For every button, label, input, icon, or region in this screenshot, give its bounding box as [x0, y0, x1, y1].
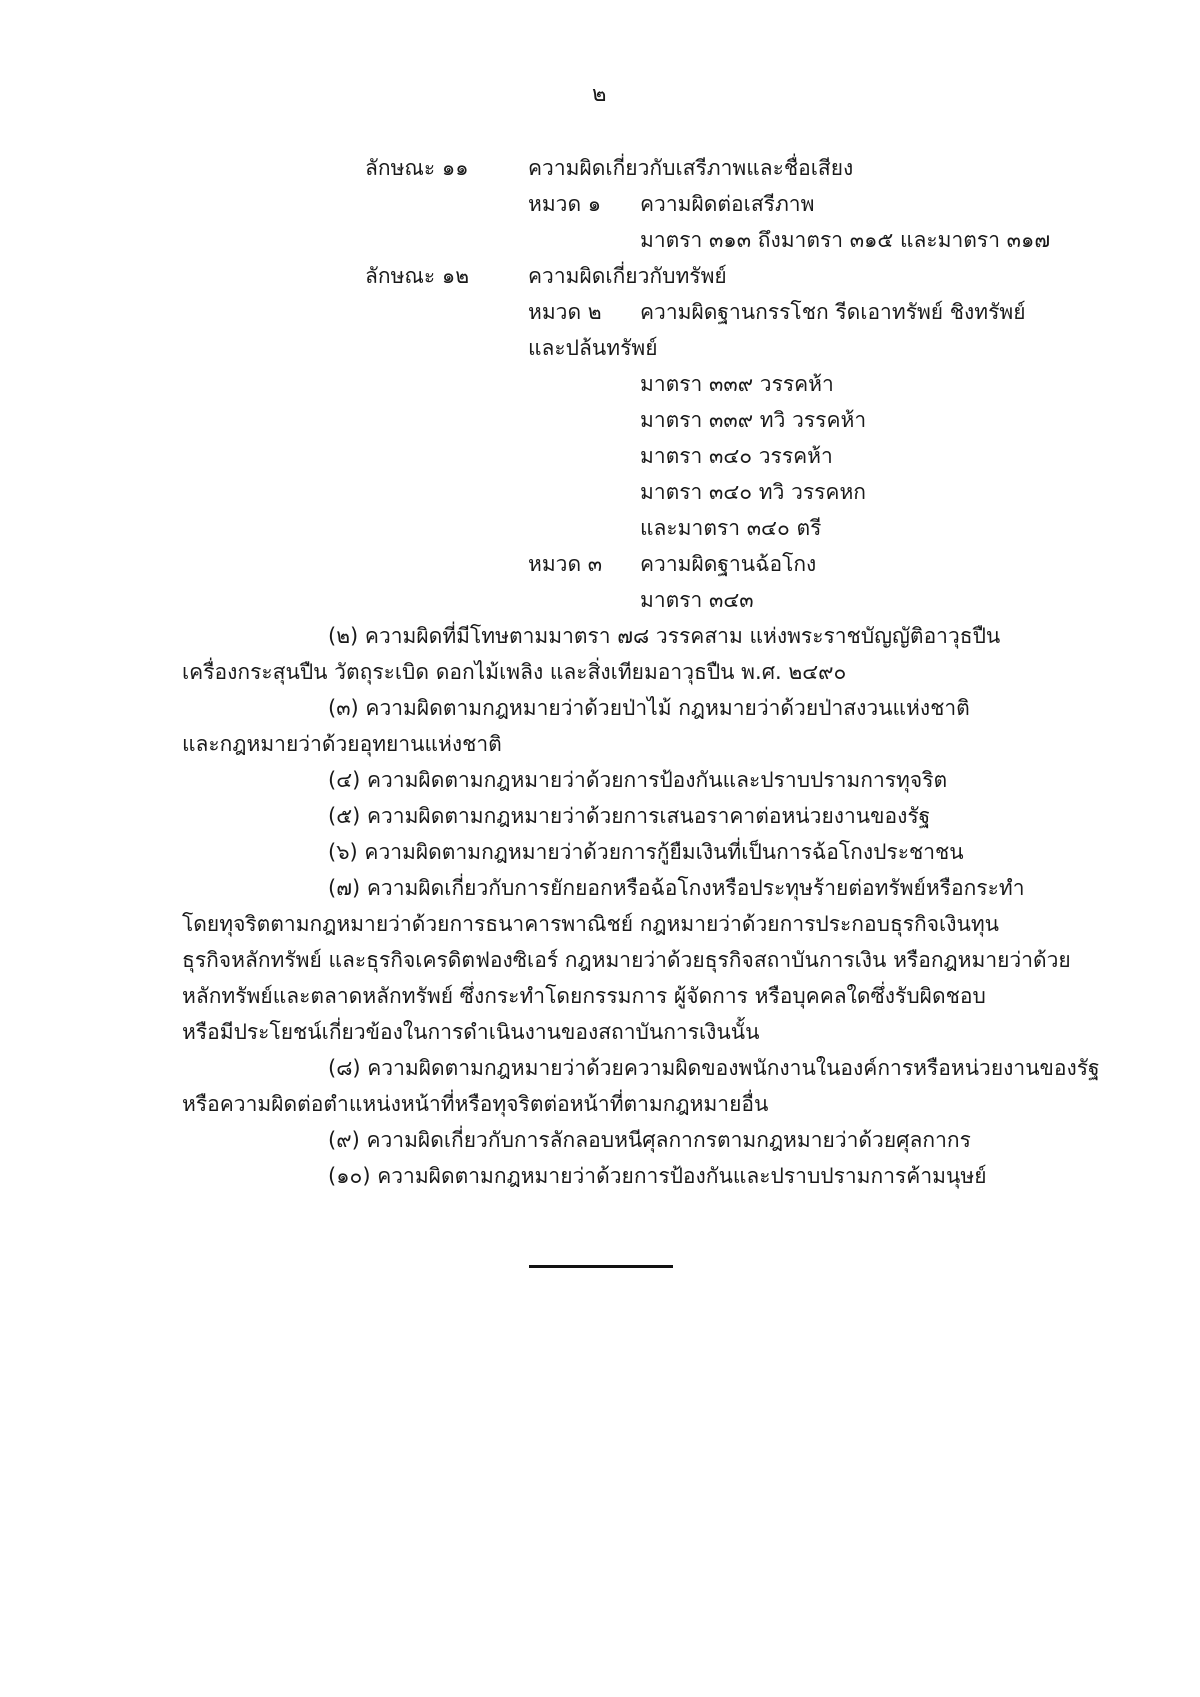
chapter-3-title: ความผิดฐานฉ้อโกง [640, 552, 817, 576]
paragraph-line: (๗) ความผิดเกี่ยวกับการยักยอกหรือฉ้อโกงหรือประทุษร้ายต่อทรัพย์หรือกระทำ [328, 876, 1025, 900]
chapter-1-section: มาตรา ๓๑๓ ถึงมาตรา ๓๑๕ และมาตรา ๓๑๗ [640, 228, 1051, 252]
chapter-1-title: ความผิดต่อเสรีภาพ [640, 192, 815, 216]
paragraph-line: ธุรกิจหลักทรัพย์ และธุรกิจเครดิตฟองซิเอร์ กฎหมายว่าด้วยธุรกิจสถาบันการเงิน หรือกฎหมายว่าด้วย [182, 948, 1071, 972]
paragraph-line: เครื่องกระสุนปืน วัตถุระเบิด ดอกไม้เพลิง และสิ่งเทียมอาวุธปืน พ.ศ. ๒๔๙๐ [182, 660, 847, 684]
paragraph-line: (๔) ความผิดตามกฎหมายว่าด้วยการป้องกันและปราบปรามการทุจริต [328, 768, 948, 792]
page-number: ๒ [592, 82, 607, 107]
chapter-2-title: ความผิดฐานกรรโชก รีดเอาทรัพย์ ชิงทรัพย์ [640, 300, 1026, 324]
paragraph-line: (๒) ความผิดที่มีโทษตามมาตรา ๗๘ วรรคสาม แห่งพระราชบัญญัติอาวุธปืน [328, 624, 1001, 648]
chapter-3-label: หมวด ๓ [528, 552, 603, 576]
chapter-3-section: มาตรา ๓๔๓ [640, 588, 754, 612]
paragraph-line: โดยทุจริตตามกฎหมายว่าด้วยการธนาคารพาณิชย์ กฎหมายว่าด้วยการประกอบธุรกิจเงินทุน [182, 912, 1000, 936]
paragraph-line: (๘) ความผิดตามกฎหมายว่าด้วยความผิดของพนักงานในองค์การหรือหน่วยงานของรัฐ [328, 1056, 1100, 1080]
chapter-2-title-continued: และปล้นทรัพย์ [528, 336, 658, 360]
chapter-2-section: มาตรา ๓๔๐ วรรคห้า [640, 444, 833, 468]
category-11-title: ความผิดเกี่ยวกับเสรีภาพและชื่อเสียง [528, 156, 854, 180]
paragraph-line: (๑๐) ความผิดตามกฎหมายว่าด้วยการป้องกันและปราบปรามการค้ามนุษย์ [328, 1164, 987, 1188]
paragraph-line: (๖) ความผิดตามกฎหมายว่าด้วยการกู้ยืมเงินที่เป็นการฉ้อโกงประชาชน [328, 840, 964, 864]
paragraph-line: และกฎหมายว่าด้วยอุทยานแห่งชาติ [182, 732, 502, 756]
chapter-2-section: มาตรา ๓๔๐ ทวิ วรรคหก [640, 480, 867, 504]
end-of-document-rule [529, 1265, 673, 1268]
paragraph-line: (๕) ความผิดตามกฎหมายว่าด้วยการเสนอราคาต่อหน่วยงานของรัฐ [328, 804, 931, 828]
chapter-2-section: มาตรา ๓๓๙ วรรคห้า [640, 372, 834, 396]
chapter-2-label: หมวด ๒ [528, 300, 602, 324]
chapter-1-label: หมวด ๑ [528, 192, 602, 216]
category-12-label: ลักษณะ ๑๒ [365, 264, 470, 288]
category-12-title: ความผิดเกี่ยวกับทรัพย์ [528, 264, 727, 288]
paragraph-line: หรือมีประโยชน์เกี่ยวข้องในการดำเนินงานของสถาบันการเงินนั้น [182, 1020, 760, 1044]
paragraph-line: หรือความผิดต่อตำแหน่งหน้าที่หรือทุจริตต่อหน้าที่ตามกฎหมายอื่น [182, 1092, 769, 1116]
paragraph-line: หลักทรัพย์และตลาดหลักทรัพย์ ซึ่งกระทำโดยกรรมการ ผู้จัดการ หรือบุคคลใดซึ่งรับผิดชอบ [182, 984, 986, 1008]
chapter-2-section: และมาตรา ๓๔๐ ตรี [640, 516, 822, 540]
chapter-2-section: มาตรา ๓๓๙ ทวิ วรรคห้า [640, 408, 867, 432]
paragraph-line: (๓) ความผิดตามกฎหมายว่าด้วยป่าไม้ กฎหมายว่าด้วยป่าสงวนแห่งชาติ [328, 696, 970, 720]
category-11-label: ลักษณะ ๑๑ [365, 156, 469, 180]
paragraph-line: (๙) ความผิดเกี่ยวกับการลักลอบหนีศุลกากรตามกฎหมายว่าด้วยศุลกากร [328, 1128, 971, 1152]
